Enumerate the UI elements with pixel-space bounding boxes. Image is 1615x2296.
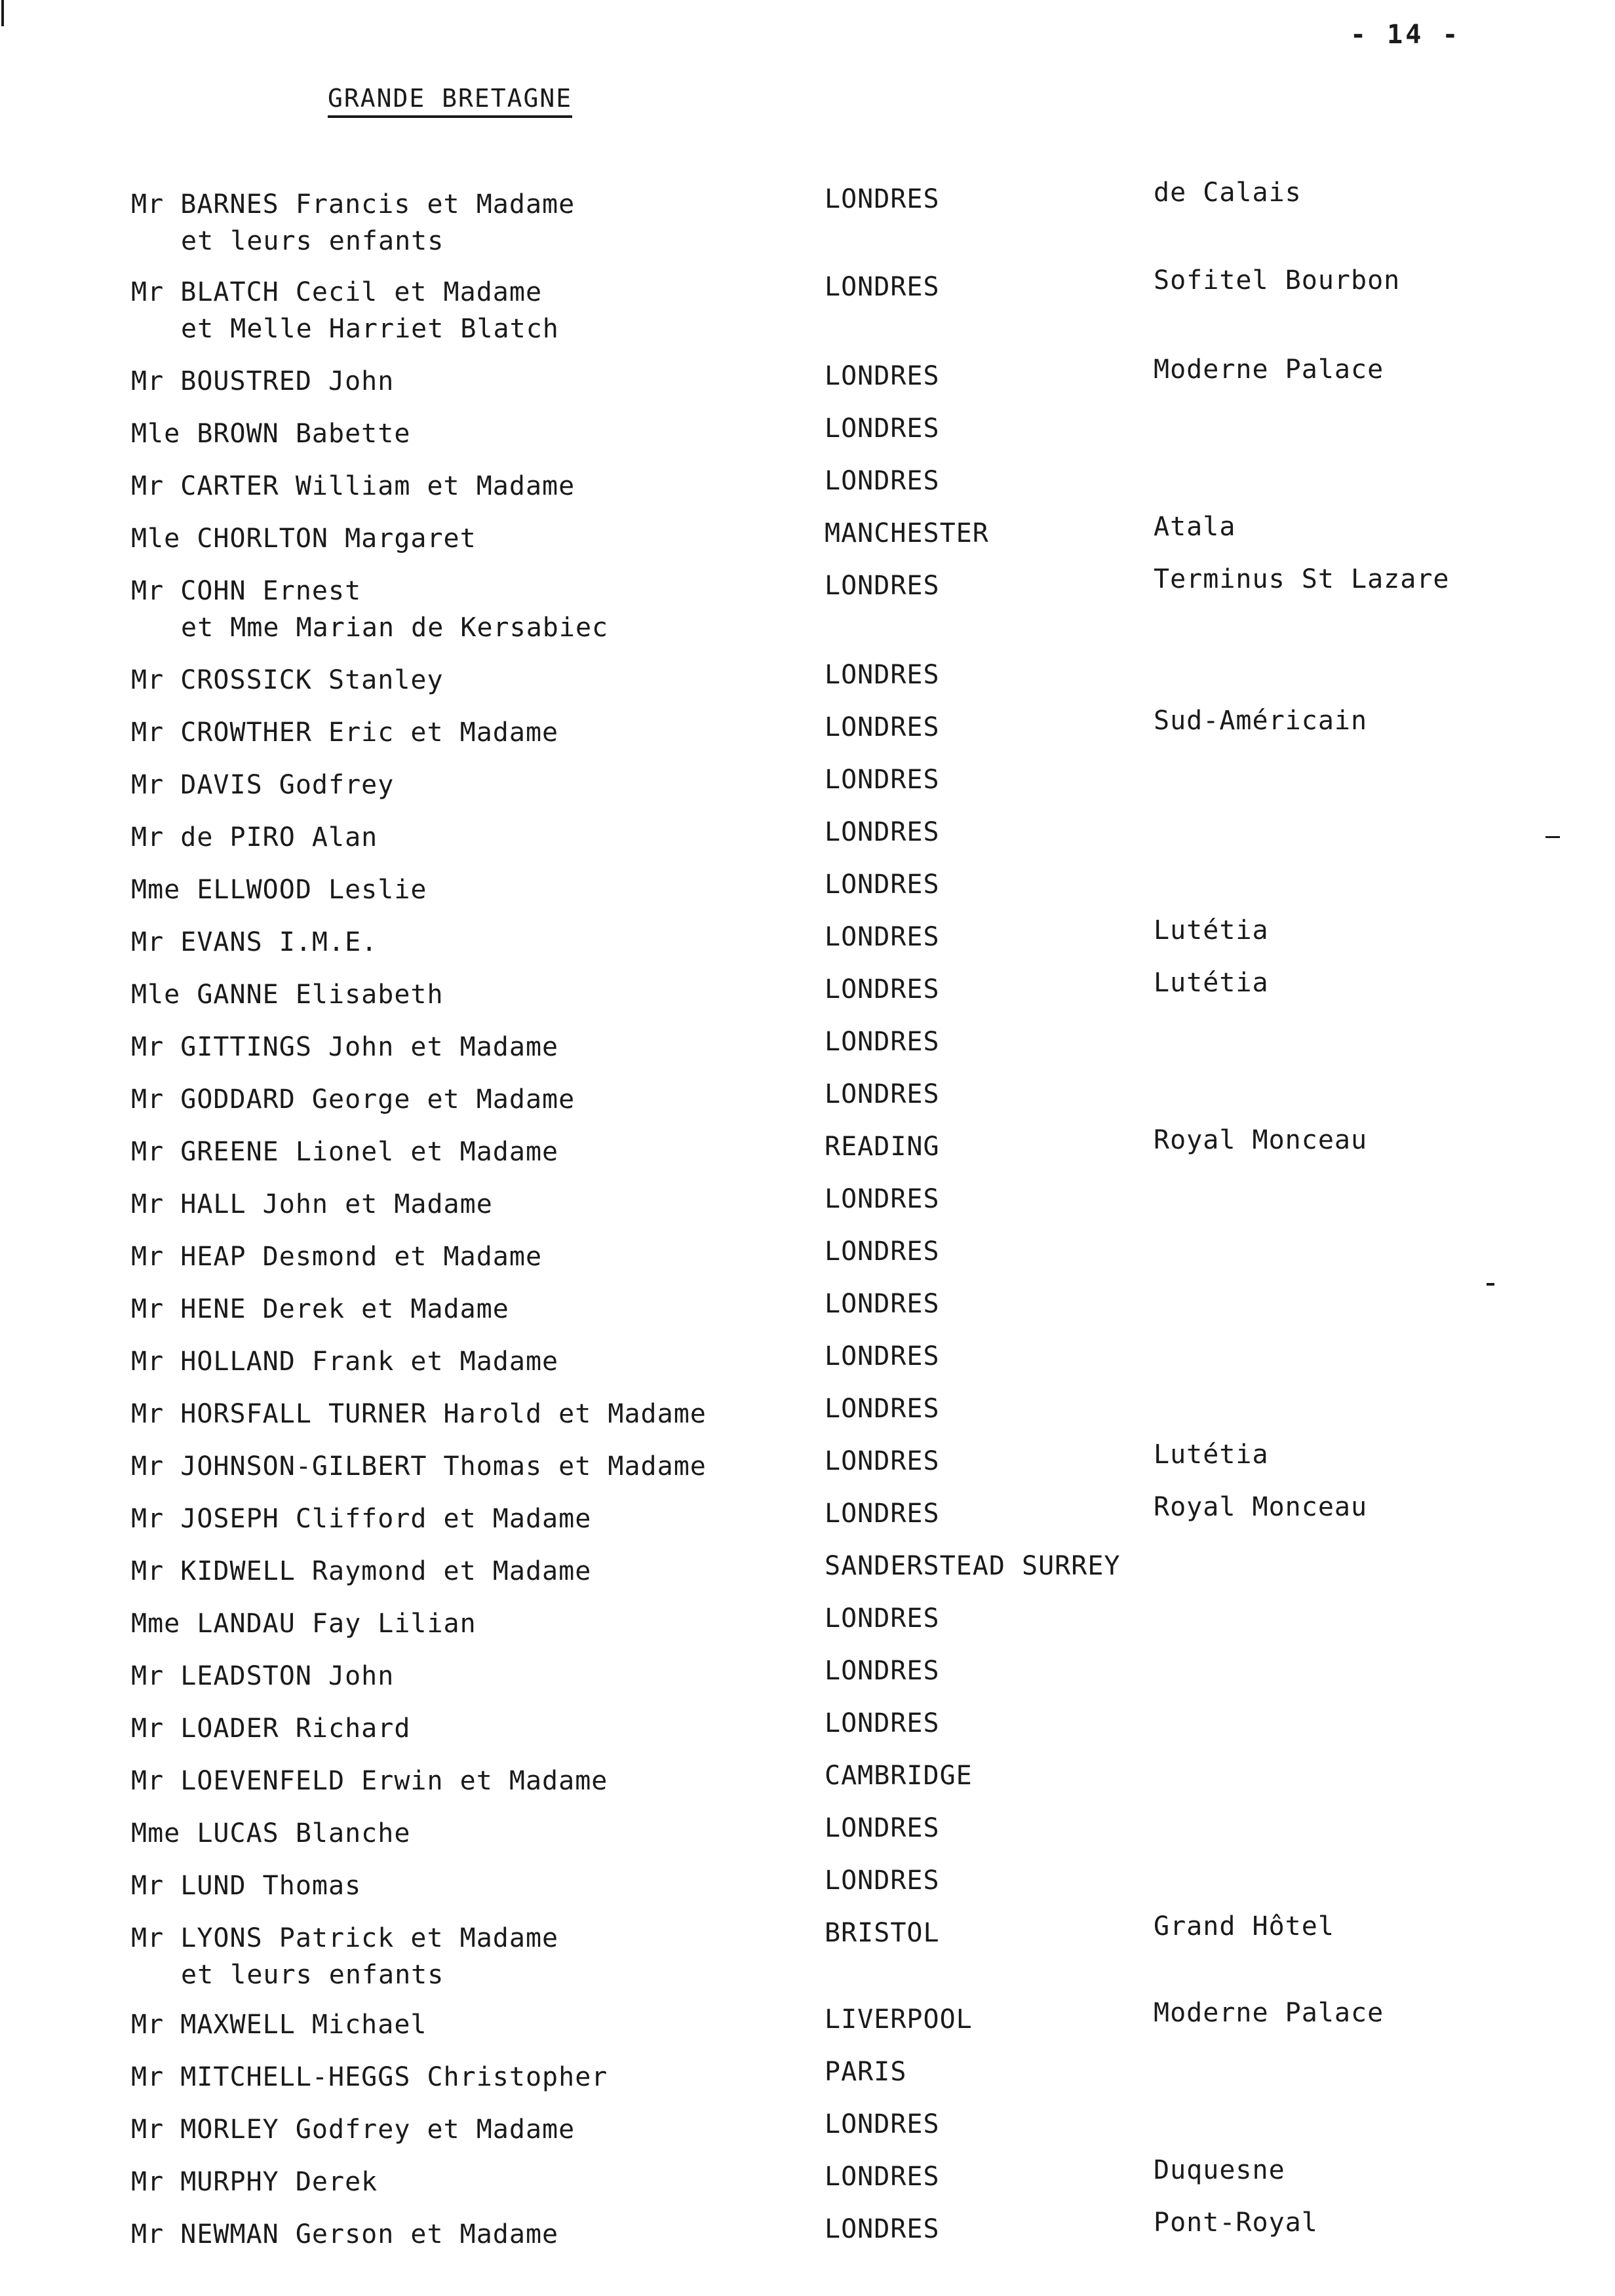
guest-city: LONDRES (825, 660, 940, 690)
guest-name-line: Mr MORLEY Godfrey et Madame (131, 2114, 575, 2145)
guest-name (131, 573, 608, 646)
scan-margin-mark (1487, 1283, 1494, 1286)
guest-name-line: Mr HALL John et Madame (131, 1189, 493, 1219)
guest-city: BRISTOL (825, 1918, 940, 1948)
guest-city: LONDRES (825, 272, 940, 302)
guest-name (131, 924, 378, 961)
guest-hotel: Lutétia (1154, 1440, 1269, 1470)
guest-city: SANDERSTEAD SURREY (825, 1551, 1121, 1581)
guest-city: LONDRES (825, 974, 940, 1004)
guest-name-line: Mle CHORLTON Margaret (131, 524, 477, 554)
guest-name-continuation: et leurs enfants (181, 1960, 444, 1990)
guest-hotel: Pont-Royal (1154, 2208, 1318, 2238)
guest-name (131, 1658, 394, 1694)
guest-name-continuation: et leurs enfants (181, 226, 444, 256)
guest-name-line: Mr LEADSTON John (131, 1661, 395, 1691)
guest-hotel: Royal Monceau (1154, 1125, 1368, 1155)
guest-hotel: de Calais (1154, 178, 1302, 208)
guest-city: LONDRES (825, 1027, 940, 1057)
guest-name-line: Mme ELLWOOD Leslie (131, 875, 427, 905)
guest-name-line: Mr LYONS Patrick et Madame (131, 1923, 559, 1953)
page-number: - 14 - (1350, 20, 1461, 50)
guest-name (131, 1291, 509, 1328)
guest-name (131, 1553, 591, 1590)
guest-name (131, 1343, 558, 1380)
guest-name-line: Mr MURPHY Derek (131, 2167, 378, 2197)
guest-name (131, 1501, 591, 1537)
guest-city: LONDRES (825, 1079, 940, 1109)
guest-name-line: Mr GODDARD George et Madame (131, 1084, 575, 1115)
guest-city: LONDRES (825, 1708, 940, 1738)
guest-name-line: Mr HORSFALL TURNER Harold et Madame (131, 1399, 707, 1429)
guest-city: LONDRES (825, 712, 940, 742)
guest-name (131, 871, 427, 908)
guest-city: LONDRES (825, 571, 940, 601)
guest-name-line: Mr LUND Thomas (131, 1871, 362, 1901)
guest-city: LONDRES (825, 413, 940, 444)
country-heading: GRANDE BRETAGNE (328, 84, 572, 118)
guest-city: READING (825, 1132, 940, 1162)
guest-city: LONDRES (825, 1603, 940, 1634)
guest-name (131, 520, 477, 557)
guest-name (131, 1396, 707, 1432)
guest-name (131, 186, 575, 259)
guest-name (131, 415, 410, 452)
guest-name (131, 767, 394, 803)
scan-margin-mark (1546, 836, 1560, 838)
guest-name (131, 1867, 361, 1904)
guest-name-line: Mle GANNE Elisabeth (131, 980, 444, 1010)
guest-name-line: Mr HENE Derek et Madame (131, 1294, 509, 1324)
guest-city: LONDRES (825, 2109, 940, 2139)
guest-name-line: Mr MITCHELL-HEGGS Christopher (131, 2062, 608, 2092)
guest-city: LIVERPOOL (825, 2004, 973, 2035)
guest-name-line: Mr HEAP Desmond et Madame (131, 1242, 543, 1272)
guest-name-line: Mr MAXWELL Michael (131, 2010, 427, 2040)
guest-name-line: Mr BLATCH Cecil et Madame (131, 277, 543, 307)
guest-name-continuation: et Mme Marian de Kersabiec (181, 613, 609, 643)
guest-name-line: Mr GREENE Lionel et Madame (131, 1137, 559, 1167)
guest-city: CAMBRIDGE (825, 1761, 973, 1791)
guest-name (131, 1448, 707, 1485)
guest-name (131, 2059, 608, 2095)
guest-name (131, 1763, 608, 1799)
guest-name-line: Mr de PIRO Alan (131, 822, 378, 852)
guest-name (131, 1186, 493, 1223)
guest-name (131, 819, 378, 856)
guest-name (131, 1815, 410, 1852)
guest-name-line: Mr BARNES Francis et Madame (131, 189, 575, 220)
guest-name (131, 1920, 558, 1993)
guest-hotel: Terminus St Lazare (1154, 564, 1450, 594)
guest-hotel: Sud-Américain (1154, 706, 1368, 736)
guest-city: LONDRES (825, 1289, 940, 1319)
guest-name (131, 2006, 427, 2043)
guest-name (131, 2216, 558, 2253)
guest-name-line: Mr GITTINGS John et Madame (131, 1032, 559, 1062)
guest-city: LONDRES (825, 1656, 940, 1686)
guest-city: LONDRES (825, 922, 940, 952)
guest-city: LONDRES (825, 1499, 940, 1529)
guest-city: LONDRES (825, 466, 940, 496)
guest-name-line: Mle BROWN Babette (131, 419, 411, 449)
guest-name (131, 1605, 477, 1642)
guest-name (131, 1238, 542, 1275)
guest-name-line: Mr JOHNSON-GILBERT Thomas et Madame (131, 1451, 707, 1482)
guest-name (131, 1134, 558, 1170)
guest-city: LONDRES (825, 2162, 940, 2192)
guest-hotel: Lutétia (1154, 968, 1269, 998)
guest-hotel: Moderne Palace (1154, 1998, 1384, 2028)
guest-name (131, 1081, 575, 1118)
guest-city: LONDRES (825, 2214, 940, 2244)
guest-city: LONDRES (825, 1446, 940, 1476)
guest-name-line: Mr KIDWELL Raymond et Madame (131, 1556, 592, 1586)
guest-city: LONDRES (825, 1341, 940, 1371)
guest-name-line: Mme LUCAS Blanche (131, 1818, 411, 1848)
guest-city: LONDRES (825, 1394, 940, 1424)
guest-city: LONDRES (825, 1813, 940, 1843)
guest-city: LONDRES (825, 870, 940, 900)
guest-name (131, 274, 559, 347)
guest-name-line: Mme LANDAU Fay Lilian (131, 1609, 477, 1639)
guest-name-line: Mr LOADER Richard (131, 1713, 411, 1744)
guest-hotel: Atala (1154, 512, 1236, 542)
guest-hotel: Duquesne (1154, 2155, 1285, 2185)
guest-city: PARIS (825, 2057, 907, 2087)
guest-city: MANCHESTER (825, 518, 989, 548)
guest-name-continuation: et Melle Harriet Blatch (181, 314, 559, 344)
guest-name (131, 1710, 410, 1747)
guest-city: LONDRES (825, 1236, 940, 1267)
guest-hotel: Sofitel Bourbon (1154, 265, 1401, 296)
guest-name (131, 468, 575, 505)
guest-name-line: Mr CROSSICK Stanley (131, 665, 444, 695)
guest-name-line: Mr HOLLAND Frank et Madame (131, 1347, 559, 1377)
guest-name (131, 662, 444, 698)
guest-hotel: Royal Monceau (1154, 1492, 1368, 1522)
guest-hotel: Moderne Palace (1154, 354, 1384, 385)
guest-name (131, 2164, 378, 2200)
guest-city: LONDRES (825, 184, 940, 214)
guest-city: LONDRES (825, 765, 940, 795)
guest-name-line: Mr BOUSTRED John (131, 366, 395, 396)
guest-name (131, 1029, 558, 1065)
guest-name-line: Mr CARTER William et Madame (131, 471, 575, 501)
scan-edge-mark (1, 0, 4, 26)
guest-name-line: Mr DAVIS Godfrey (131, 770, 395, 800)
guest-name-line: Mr NEWMAN Gerson et Madame (131, 2219, 559, 2249)
guest-name-line: Mr EVANS I.M.E. (131, 927, 378, 957)
guest-name (131, 2111, 575, 2148)
guest-hotel: Lutétia (1154, 915, 1269, 946)
guest-name (131, 714, 558, 751)
guest-city: LONDRES (825, 1184, 940, 1214)
guest-name-line: Mr JOSEPH Clifford et Madame (131, 1504, 592, 1534)
guest-city: LONDRES (825, 817, 940, 847)
guest-name (131, 976, 444, 1013)
guest-city: LONDRES (825, 1866, 940, 1896)
guest-city: LONDRES (825, 361, 940, 391)
guest-name-line: Mr COHN Ernest (131, 576, 362, 606)
guest-hotel: Grand Hôtel (1154, 1911, 1334, 1942)
guest-name-line: Mr CROWTHER Eric et Madame (131, 718, 559, 748)
guest-name (131, 363, 394, 400)
guest-name-line: Mr LOEVENFELD Erwin et Madame (131, 1766, 608, 1796)
